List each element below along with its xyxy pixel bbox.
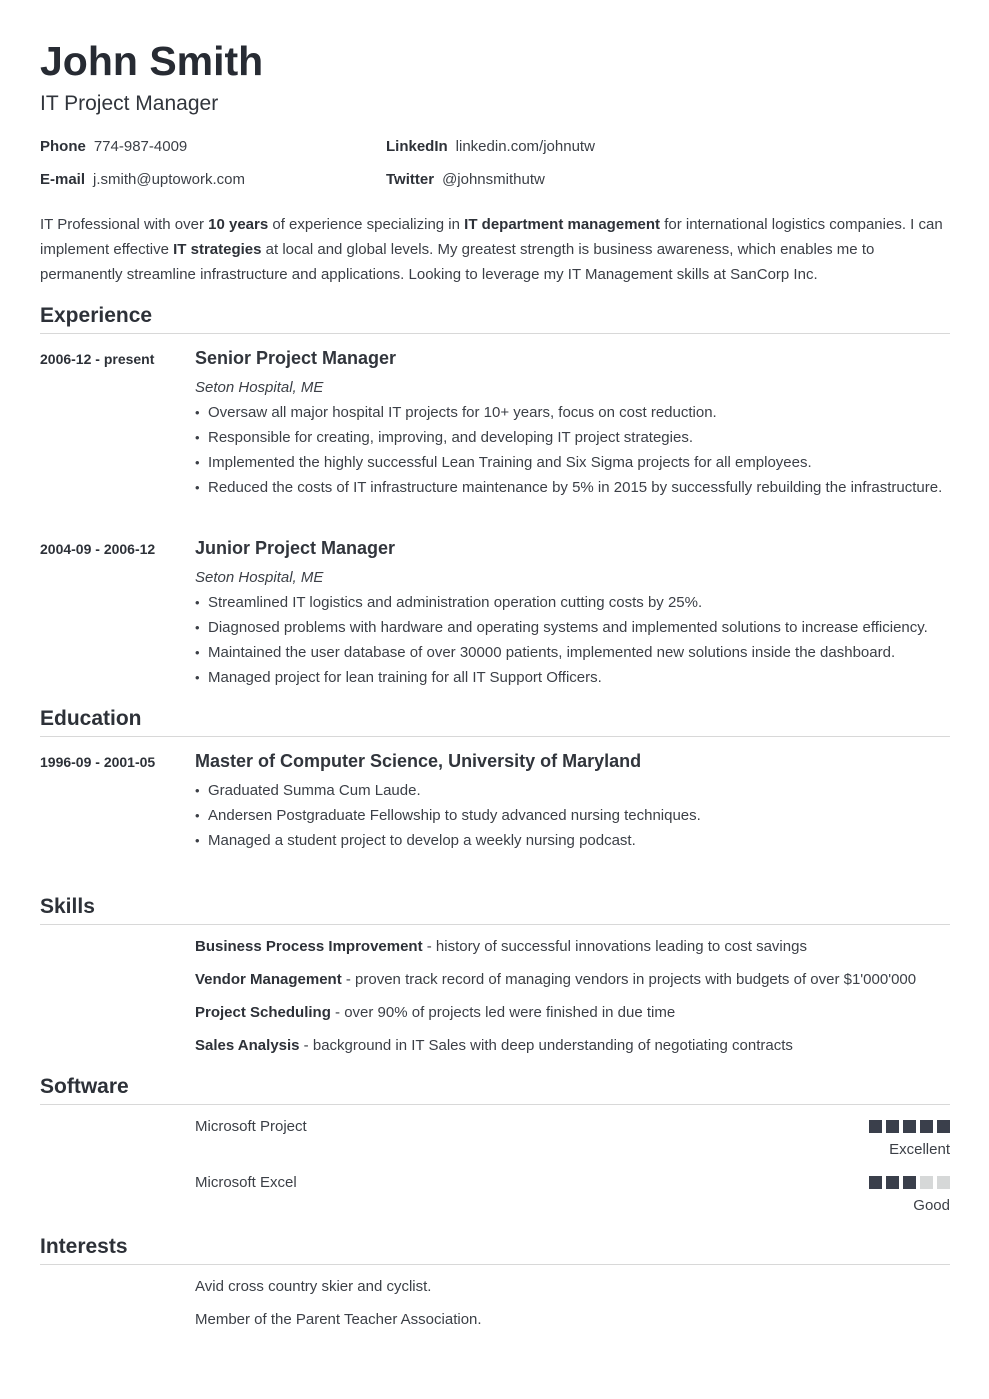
contact-label: E-mail: [40, 171, 86, 188]
software-level: Good: [913, 1197, 950, 1214]
summary-highlight: IT department management: [464, 216, 661, 233]
rating-filled-square: [886, 1176, 899, 1189]
contact-value: linkedin.com/johnutw: [455, 138, 595, 155]
summary-text: of experience specializing in: [268, 216, 465, 233]
bullet-item: • Implemented the highly successful Lean Training and Six Sigma projects for all employees.: [195, 450, 942, 475]
bullet-item: • Oversaw all major hospital IT projects for 10+ years, focus on cost reduction.: [195, 400, 942, 425]
contact-value: @johnsmithutw: [442, 171, 545, 188]
skill-description: - over 90% of projects led were finished in due time: [330, 1004, 676, 1021]
entry-degree: Master of Computer Science, University of Maryland: [195, 751, 642, 771]
section-heading-education: Education: [40, 706, 950, 737]
bullet-item: • Managed project for lean training for all IT Support Officers.: [195, 665, 928, 690]
interest-item: Avid cross country skier and cyclist.: [195, 1278, 432, 1295]
summary-highlight: IT strategies: [173, 241, 262, 258]
summary-text: IT Professional with over: [40, 216, 209, 233]
skill-description: - history of successful innovations leading to cost savings: [422, 938, 807, 955]
contact-linkedin: [386, 138, 595, 156]
candidate-title: IT Project Manager: [40, 92, 219, 115]
bullet-item: • Managed a student project to develop a weekly nursing podcast.: [195, 828, 701, 853]
rating-filled-square: [937, 1120, 950, 1133]
rating-filled-square: [903, 1120, 916, 1133]
bullet-item: • Maintained the user database of over 30000 patients, implemented new solutions inside the dashboard.: [195, 640, 928, 665]
entry-dates: 1996-09 - 2001-05: [40, 754, 156, 770]
rating-filled-square: [869, 1120, 882, 1133]
skill-item: [195, 971, 916, 989]
rating-filled-square: [886, 1120, 899, 1133]
skill-name: Business Process Improvement: [195, 938, 423, 955]
skill-description: - background in IT Sales with deep understanding of negotiating contracts: [299, 1037, 793, 1054]
summary-text: for international logistics companies. I can implement effective: [40, 216, 943, 258]
contact-label: Twitter: [386, 171, 435, 188]
summary-highlight: 10 years: [208, 216, 269, 233]
bullet-item: • Diagnosed problems with hardware and operating systems and implemented solutions to increase efficiency.: [195, 615, 928, 640]
entry-role: Senior Project Manager: [195, 348, 397, 368]
skill-description: - proven track record of managing vendors in projects with budgets of over $1'000'000: [341, 971, 917, 988]
contact-value: j.smith@uptowork.com: [93, 171, 245, 188]
contact-email: [40, 171, 245, 189]
entry-dates: 2004-09 - 2006-12: [40, 541, 156, 557]
entry-company: Seton Hospital, ME: [195, 569, 324, 586]
bullet-item: • Streamlined IT logistics and administration operation cutting costs by 25%.: [195, 590, 928, 615]
skill-name: Vendor Management: [195, 971, 342, 988]
software-rating: [869, 1176, 950, 1189]
contact-twitter: [386, 171, 545, 189]
bullet-item: • Reduced the costs of IT infrastructure maintenance by 5% in 2015 by successfully rebuilding the infrastructure.: [195, 475, 942, 500]
bullet-item: • Graduated Summa Cum Laude.: [195, 778, 701, 803]
skill-item: [195, 1037, 793, 1055]
rating-empty-square: [937, 1176, 950, 1189]
skill-item: [195, 1004, 675, 1022]
entry-dates: 2006-12 - present: [40, 351, 155, 367]
contact-label: LinkedIn: [386, 138, 448, 155]
section-heading-software: Software: [40, 1074, 950, 1105]
skill-item: [195, 938, 807, 956]
entry-role: Junior Project Manager: [195, 538, 396, 558]
contact-phone: [40, 138, 187, 156]
software-level: Excellent: [889, 1141, 950, 1158]
entry-bullets: [195, 778, 701, 853]
entry-company: Seton Hospital, ME: [195, 379, 324, 396]
candidate-name: John Smith: [40, 38, 264, 84]
rating-filled-square: [869, 1176, 882, 1189]
software-name: Microsoft Excel: [195, 1174, 297, 1191]
bullet-item: • Responsible for creating, improving, and developing IT project strategies.: [195, 425, 942, 450]
software-name: Microsoft Project: [195, 1118, 307, 1135]
summary-text: at local and global levels. My greatest strength is business awareness, which enables me to permanently streamline infrastructure and applications. Looking to leverage my IT Management skills at SanCorp Inc.: [40, 241, 875, 283]
rating-filled-square: [920, 1120, 933, 1133]
skill-name: Project Scheduling: [195, 1004, 331, 1021]
contact-label: Phone: [40, 138, 86, 155]
rating-empty-square: [920, 1176, 933, 1189]
bullet-item: • Andersen Postgraduate Fellowship to study advanced nursing techniques.: [195, 803, 701, 828]
entry-bullets: [195, 400, 942, 500]
section-heading-skills: Skills: [40, 894, 950, 925]
profile-summary: [40, 212, 950, 287]
section-heading-experience: Experience: [40, 303, 950, 334]
interest-item: Member of the Parent Teacher Association.: [195, 1311, 482, 1328]
software-rating: [869, 1120, 950, 1133]
skill-name: Sales Analysis: [195, 1037, 300, 1054]
contact-value: 774-987-4009: [93, 138, 188, 155]
section-heading-interests: Interests: [40, 1234, 950, 1265]
entry-bullets: [195, 590, 928, 690]
rating-filled-square: [903, 1176, 916, 1189]
